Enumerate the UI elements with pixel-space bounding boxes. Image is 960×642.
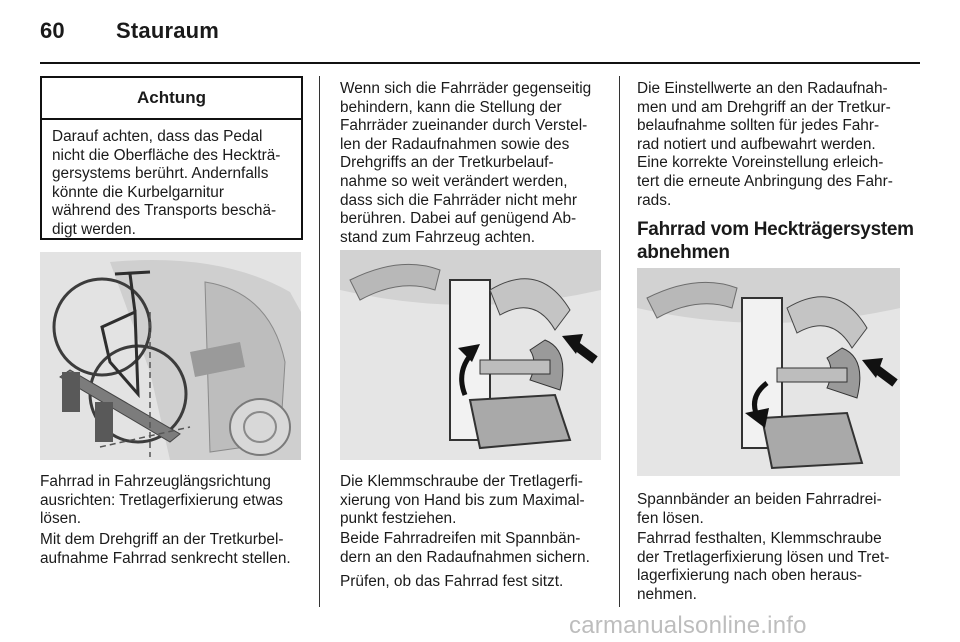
col2-paragraph-2: Die Klemmschraube der Tretlagerfi- xierung von Hand bis zum Maximal- punkt festziehen. [340, 473, 585, 528]
col1-paragraph-2: Mit dem Drehgriff an der Tretkurbel- aufnahme Fahrrad senkrecht stellen. [40, 531, 291, 567]
column-divider-1 [319, 76, 320, 607]
header-rule [40, 62, 920, 64]
bike-carrier-illustration [40, 252, 301, 460]
column-divider-2 [619, 76, 620, 607]
warning-box [40, 76, 303, 240]
section-heading: Fahrrad vom Heckträgersystem abnehmen [637, 219, 914, 263]
bike-removal-illustration [637, 268, 900, 476]
watermark: carmanualsonline.info [569, 612, 807, 639]
warning-text: Darauf achten, dass das Pedal nicht die Oberfläche des Heckträ- gersystems berührt. Andernfalls könnte die Kurbelgarnitur während des Transports beschä- digt werden. [52, 128, 281, 238]
col3-paragraph-2: Spannbänder an beiden Fahrradrei- fen lösen. [637, 491, 882, 527]
page-number: 60 [40, 18, 65, 43]
col3-paragraph-3: Fahrrad festhalten, Klemmschraube der Tretlagerfixierung lösen und Tret- lagerfixierung nach oben heraus- nehmen. [637, 530, 890, 603]
col2-paragraph-1: Wenn sich die Fahrräder gegenseitig behindern, kann die Stellung der Fahrräder zueinander durch Verstel- len der Radaufnahmen sowie des Drehgriffs an der Tretkurbelauf- nahme so weit verändert werden, dass sich die Fahrräder nicht mehr berühren. Dabei auf genügend Ab- stand zum Fahrzeug achten. [340, 80, 592, 246]
col3-paragraph-1: Die Einstellwerte an den Radaufnah- men und am Drehgriff an der Tretkur- belaufnahme sollten für jedes Fahr- rad notiert und aufbewahrt werden. Eine korrekte Voreinstellung erleich- tert die erneute Anbringung des Fahr- rads. [637, 80, 893, 209]
col2-paragraph-4: Prüfen, ob das Fahrrad fest sitzt. [340, 573, 564, 590]
col1-paragraph-1: Fahrrad in Fahrzeuglängsrichtung ausrichten: Tretlagerfixierung etwas lösen. [40, 473, 283, 528]
col2-paragraph-3: Beide Fahrradreifen mit Spannbän- dern an den Radaufnahmen sichern. [340, 530, 590, 566]
page-title: Stauraum [116, 18, 220, 43]
pedal-clamp-illustration [340, 250, 601, 460]
warning-heading: Achtung [42, 78, 301, 120]
